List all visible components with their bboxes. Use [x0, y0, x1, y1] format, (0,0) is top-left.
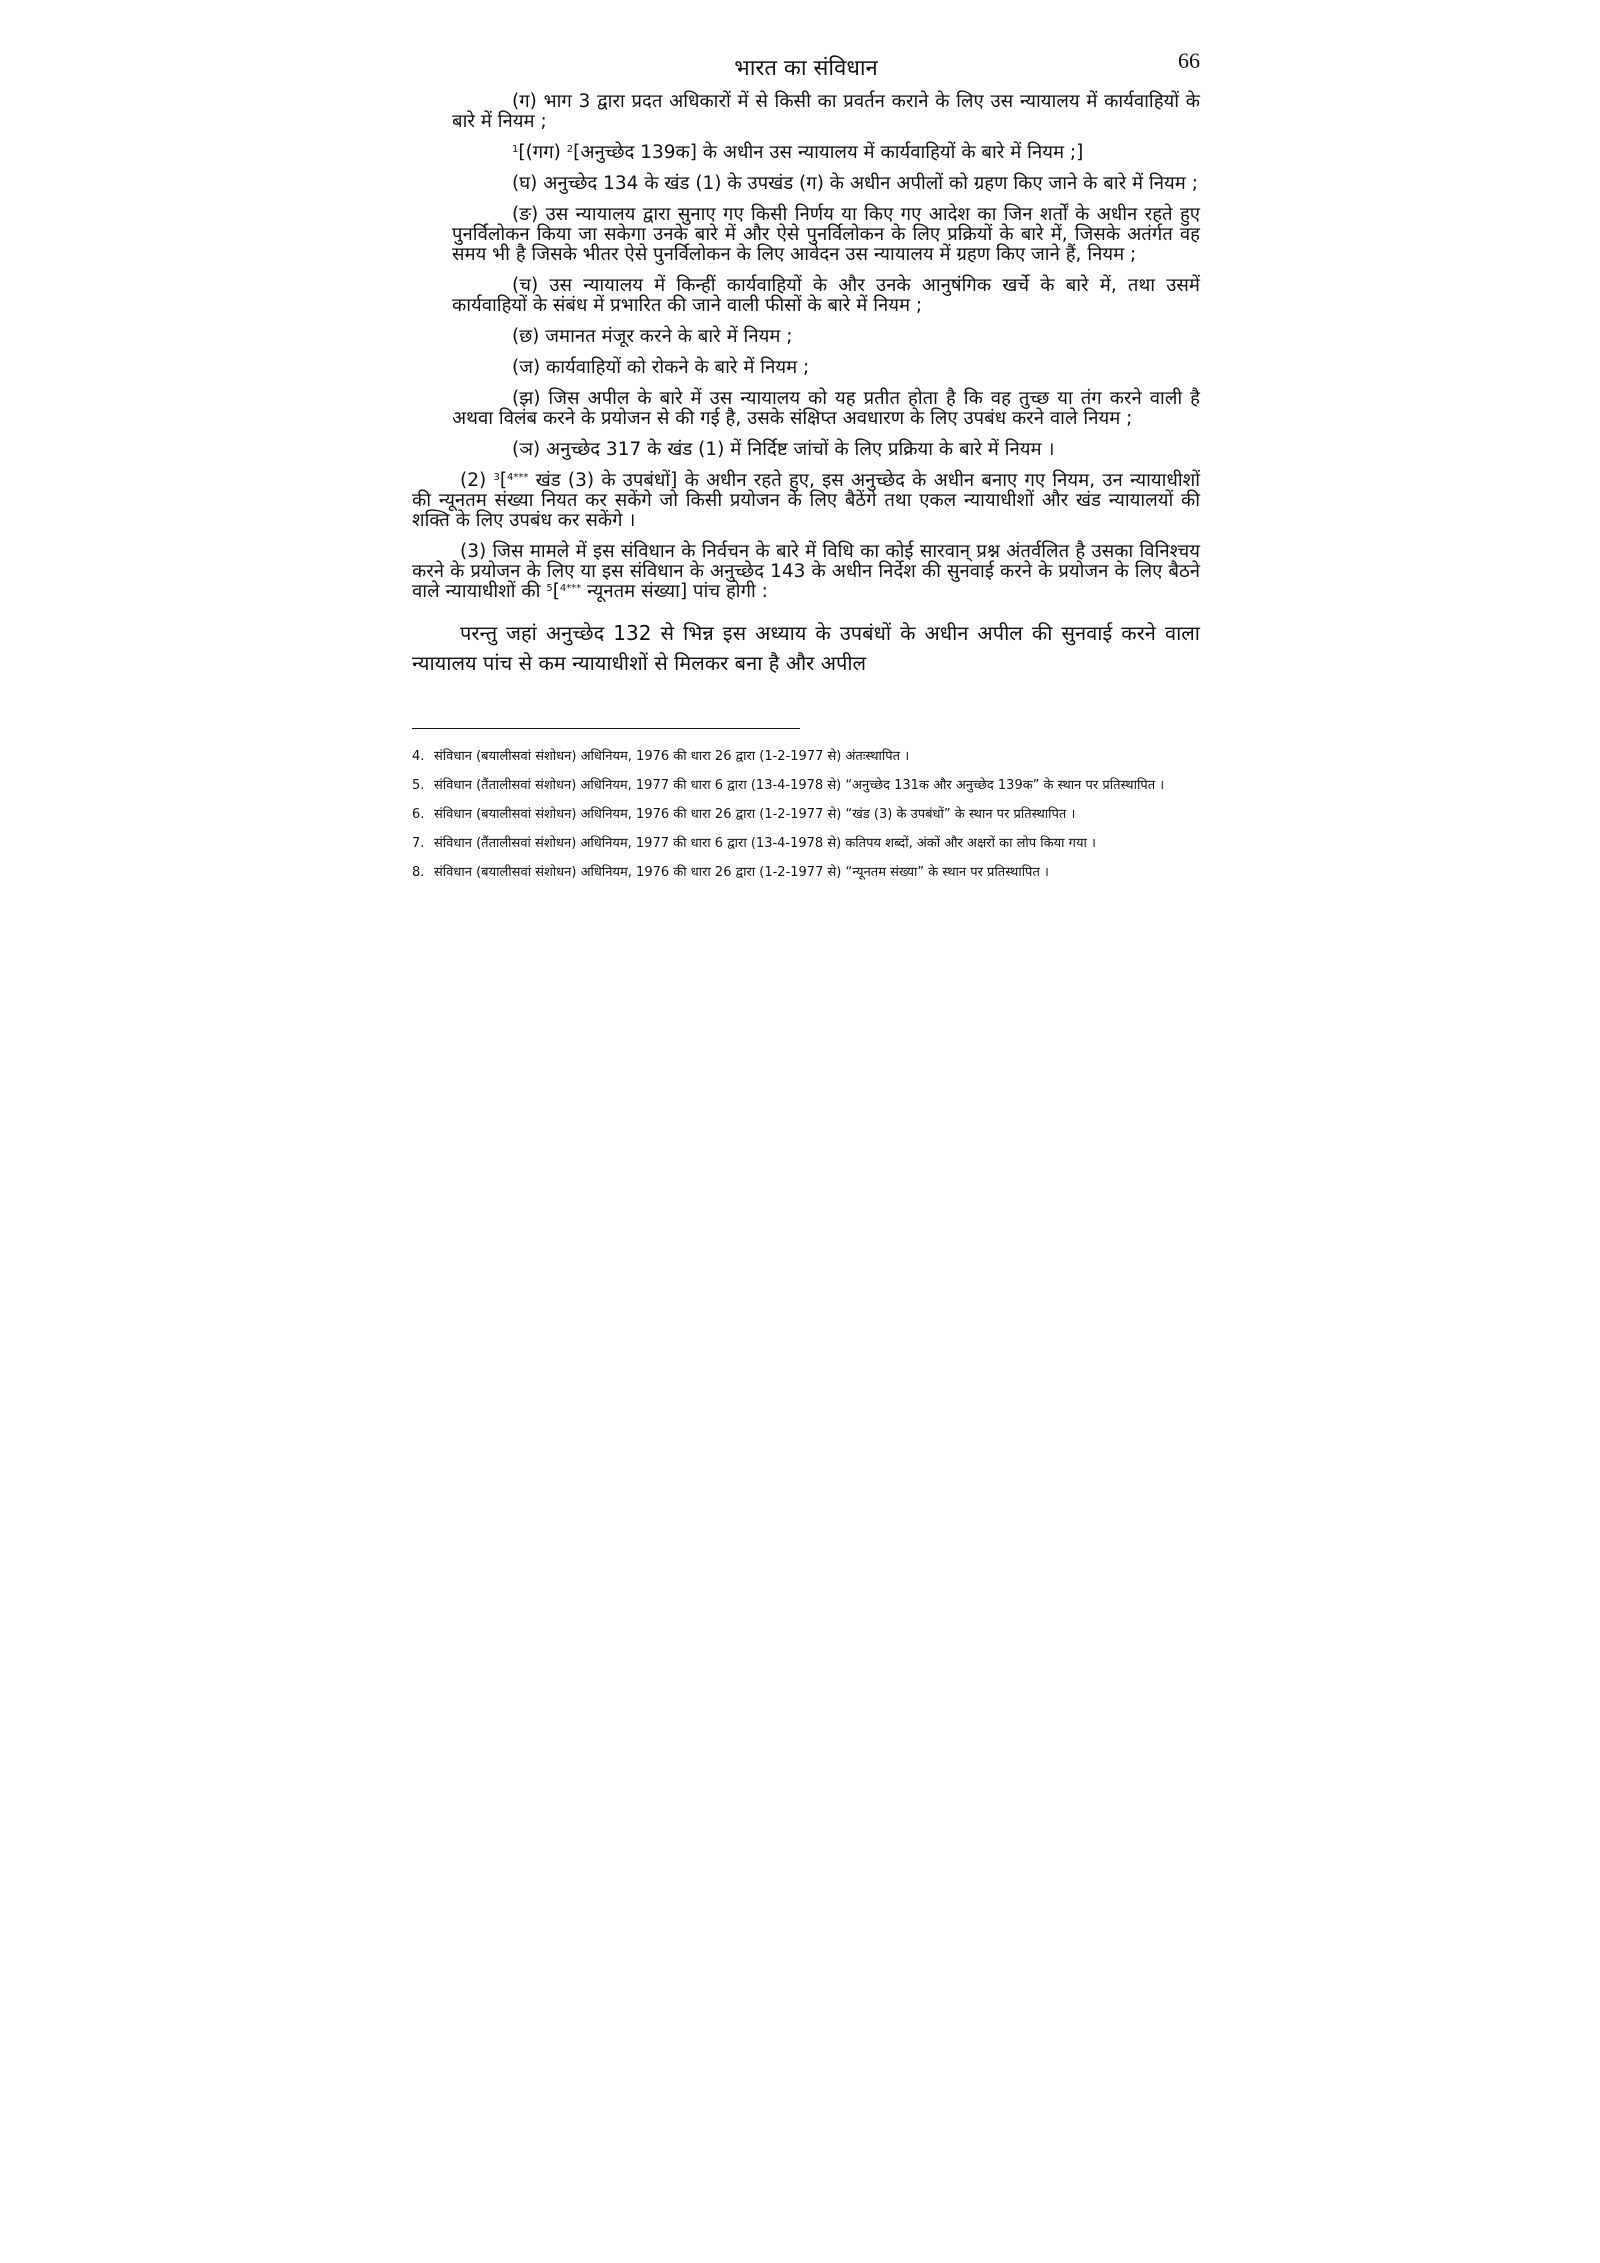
paragraph-text: (घ) अनुच्छेद 134 के खंड (1) के उपखंड (ग) के अधीन अपीलों को ग्रहण किए जाने के बारे में नियम ; [512, 173, 1198, 194]
footnote-ref: 5 [546, 583, 553, 594]
paragraph-text: परन्तु जहां अनुच्छेद 132 से भिन्न इस अध्याय के उपबंधों के अधीन अपील की सुनवाई करने वाला न्यायालय पांच से कम न्यायाधीशों से मिलकर बना है और अपील [412, 621, 1200, 675]
paragraph-text: (छ) जमानत मंजूर करने के बारे में नियम ; [512, 326, 793, 347]
paragraph-text: (2) [460, 470, 494, 491]
footnote [412, 861, 1188, 884]
footnote-text: संविधान (बयालीसवां संशोधन) अधिनियम, 1976 की धारा 26 द्वारा (1-2-1977 से) “खंड (3) के उपबंधों” के स्थान पर प्रतिस्थापित । [434, 807, 1076, 822]
paragraph-text: (3) जिस मामले में इस संविधान के निर्वचन के बारे में विधि का कोई सारवान् प्रश्न अंतर्वलित है उसका विनिश्चय करने के प्रयोजन के लिए या इस संविधान के अनुच्छेद 143 के अधीन निर्देश की सुनवाई करने के प्रयोजन के लिए बैठने वाले न्यायाधीशों की [412, 541, 1200, 602]
paragraph-text: [अनुच्छेद 139क] के अधीन उस न्यायालय में कार्यवाहियों के बारे में नियम ;] [573, 142, 1084, 163]
paragraph-text: (च) उस न्यायालय में किन्हीं कार्यवाहियों के और उनके आनुषंगिक खर्चे के बारे में, तथा उसमें कार्यवाहियों के संबंध में प्रभारित की जाने वाली फीसों के बारे में नियम ; [452, 275, 1200, 316]
footnote [412, 832, 1188, 855]
subsection-3 [412, 542, 1200, 602]
body-text [412, 92, 1200, 678]
paragraph-text: (ङ) उस न्यायालय द्वारा सुनाए गए किसी निर्णय या किए गए आदेश का जिन शर्तों के अधीन रहते हुए पुनर्विलोकन किया जा सकेगा उनके बारे में और ऐसे पुनर्विलोकन के लिए प्रक्रियों के बारे में, जिसके अतंर्गत वह समय भी है जिसके भीतर ऐसे पुनर्विलोकन के लिए आवेदन उस न्यायालय में ग्रहण किए जाने हैं, नियम ; [452, 204, 1200, 265]
paragraph-text: [(गग) [518, 142, 567, 163]
paragraph-text: (झ) जिस अपील के बारे में उस न्यायालय को यह प्रतीत होता है कि वह तुच्छ या तंग करने वाली है अथवा विलंब करने के प्रयोजन से की गई है, उसके संक्षिप्त अवधारण के लिए उपबंध करने वाले नियम ; [452, 388, 1200, 429]
paragraph-text: (ग) भाग 3 द्वारा प्रदत अधिकारों में से किसी का प्रवर्तन कराने के लिए उस न्यायालय में कार्यवाहियों के बारे में नियम ; [452, 91, 1200, 132]
document-page [412, 40, 1200, 890]
footnote-text: संविधान (तैंतालीसवां संशोधन) अधिनियम, 1977 की धारा 6 द्वारा (13-4-1978 से) “अनुच्छेद 131क और अनुच्छेद 139क” के स्थान पर प्रतिस्थापित । [434, 778, 1165, 793]
page-header [412, 40, 1200, 88]
clause-jha [452, 389, 1200, 429]
footnote-number: 4. [412, 749, 425, 764]
clause-cha [452, 276, 1200, 316]
clause-chha [452, 327, 1200, 347]
paragraph-text: (ज) कार्यवाहियों को रोकने के बारे में नियम ; [512, 357, 810, 378]
clause-ja [452, 358, 1200, 378]
footnote-divider [412, 728, 800, 729]
footnote-ref: 3 [493, 472, 500, 483]
footnote-ref: 4*** [507, 472, 529, 483]
footnote-number: 6. [412, 807, 425, 822]
footnote-ref: 1 [512, 144, 519, 155]
clause-nga [452, 205, 1200, 265]
footnote-text: संविधान (बयालीसवां संशोधन) अधिनियम, 1976 की धारा 26 द्वारा (1-2-1977 से) “न्यूनतम संख्या” के स्थान पर प्रतिस्थापित । [434, 865, 1049, 880]
footnote-number: 7. [412, 836, 425, 851]
footnote-ref: 4*** [559, 583, 582, 594]
footnote [412, 774, 1188, 797]
proviso [412, 618, 1200, 678]
footnote [412, 803, 1188, 826]
paragraph-text: (ञ) अनुच्छेद 317 के खंड (1) में निर्दिष्ट जांचों के लिए प्रक्रिया के बारे में नियम । [512, 439, 1055, 460]
footnote-text: संविधान (बयालीसवां संशोधन) अधिनियम, 1976 की धारा 26 द्वारा (1-2-1977 से) अंतःस्थापित । [434, 749, 910, 764]
footnote-ref: 2 [566, 144, 574, 155]
footnotes [412, 745, 1200, 884]
clause-gaga [452, 143, 1200, 163]
page-title: भारत का संविधान [734, 56, 878, 81]
clause-gha [452, 174, 1200, 194]
paragraph-text: [ [552, 581, 560, 602]
clause-ga [452, 92, 1200, 132]
page-number: 66 [1178, 48, 1200, 73]
subsection-2 [412, 471, 1200, 531]
clause-nya [452, 440, 1200, 460]
footnote-number: 5. [412, 778, 425, 793]
paragraph-text: [ [499, 470, 508, 491]
paragraph-text: खंड (3) के उपबंधों] के अधीन रहते हुए, इस अनुच्छेद के अधीन बनाए गए नियम, उन न्यायाधीशों की न्यूनतम संख्या नियत कर सकेंगे जो किसी प्रयोजन के लिए बैठेंगे तथा एकल न्यायाधीशों और खंड न्यायालयों की शक्ति के लिए उपबंध कर सकेंगे । [412, 470, 1200, 531]
footnote-number: 8. [412, 865, 425, 880]
paragraph-text: न्यूनतम संख्या] पांच होगी : [581, 581, 768, 602]
footnote-text: संविधान (तैंतालीसवां संशोधन) अधिनियम, 1977 की धारा 6 द्वारा (13-4-1978 से) कतिपय शब्दों, अंकों और अक्षरों का लोप किया गया । [434, 836, 1096, 851]
footnote [412, 745, 1188, 768]
